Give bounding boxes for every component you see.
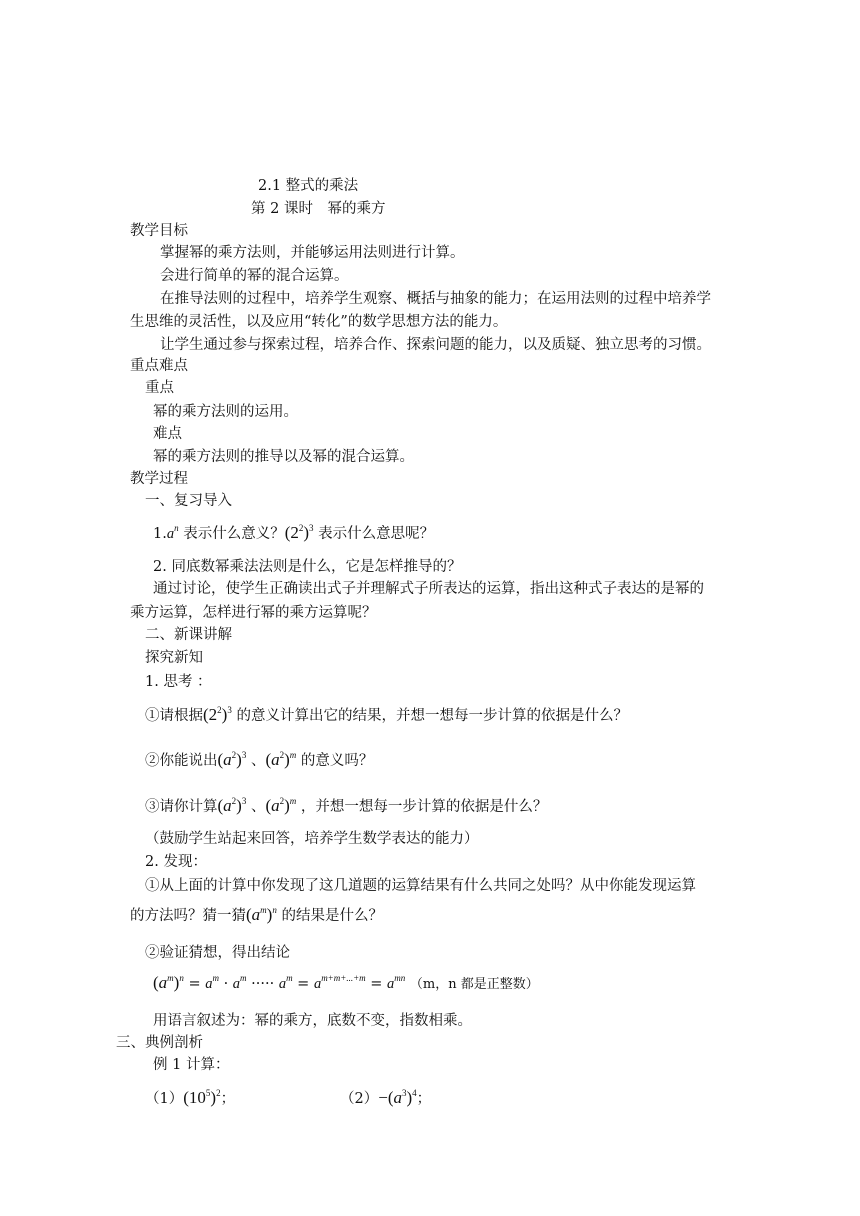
verbal-rule: 用语言叙述为：幂的乘方，底数不变，指数相乘。: [153, 1013, 472, 1029]
explore-heading: 探究新知: [145, 650, 203, 666]
goal-4: 让学生通过参与探索过程，培养合作、探索问题的能力，以及质疑、独立思考的习惯。: [160, 337, 711, 353]
review-question-2: 2. 同底数幂乘法法则是什么，它是怎样推导的？: [153, 559, 462, 575]
goal-3-line-2: 生思维的灵活性，以及应用“转化”的数学思想方法的能力。: [130, 314, 508, 330]
key-text: 幂的乘方法则的运用。: [153, 404, 298, 420]
think-question-2: ②你能说出$(a^2)^3$ 、$(a^2)^m$ 的意义吗？: [145, 750, 374, 769]
section-3-title: 三、典例剖析: [116, 1035, 203, 1051]
goal-1: 掌握幂的乘方法则，并能够运用法则进行计算。: [160, 245, 465, 261]
key-label: 重点: [145, 380, 174, 396]
review-question-1: $1.a^n$ 表示什么意义？$(2^2)^3$ 表示什么意思呢？: [153, 523, 435, 542]
verify-heading: ②验证猜想，得出结论: [145, 945, 290, 961]
encourage-note: （鼓励学生站起来回答，培养学生数学表达的能力）: [145, 831, 479, 847]
difficulty-label: 难点: [153, 426, 182, 442]
example-1-item-1: $(1)(10^5)^2$；: [145, 1088, 236, 1107]
example-1-item-2: $(2)-(a^3)^4$；: [340, 1088, 432, 1107]
example-1-heading: 例 1 计算：: [153, 1057, 230, 1073]
discover-line-1: ①从上面的计算中你发现了这几道题的运算结果有什么共同之处吗？从中你能发现运算: [145, 878, 696, 894]
difficulty-text: 幂的乘方法则的推导以及幂的混合运算。: [153, 449, 414, 465]
page-subtitle: 第 2 课时 幂的乘方: [251, 201, 386, 217]
discover-heading: 2. 发现：: [145, 854, 207, 870]
think-question-1: ①请根据$(2^2)^3$ 的意义计算出它的结果，并想一想每一步计算的依据是什么？: [145, 705, 628, 724]
discussion-line-1: 通过讨论，使学生正确读出式子并理解式子所表达的运算，指出这种式子表达的是幂的: [153, 581, 704, 597]
process-heading: 教学过程: [130, 471, 188, 487]
think-question-3: ③请你计算$(a^2)^3$ 、$(a^2)^m$ ，并想一想每一步计算的依据是什么？: [145, 796, 548, 815]
goals-heading: 教学目标: [130, 223, 188, 239]
keypoints-heading: 重点难点: [130, 358, 188, 374]
page-title: 2.1 整式的乘法: [258, 178, 359, 194]
section-2-title: 二、新课讲解: [145, 627, 232, 643]
power-rule-formula: $(a^m)^n = a^m \cdot a^m$ ····· $a^m = a^{m+m+...+m} = a^{mn}$ （m，n 都是正整数）: [153, 973, 539, 992]
goal-3-line-1: 在推导法则的过程中，培养学生观察、概括与抽象的能力；在运用法则的过程中培养学: [160, 291, 711, 307]
discover-line-2: 的方法吗？猜一猜$(a^m)^n$ 的结果是什么？: [130, 905, 383, 924]
discussion-line-2: 乘方运算，怎样进行幂的乘方运算呢？: [130, 605, 377, 621]
think-heading: 1. 思考 ：: [145, 674, 212, 690]
goal-2: 会进行简单的幂的混合运算。: [160, 268, 349, 284]
section-1-title: 一、复习导入: [145, 493, 232, 509]
